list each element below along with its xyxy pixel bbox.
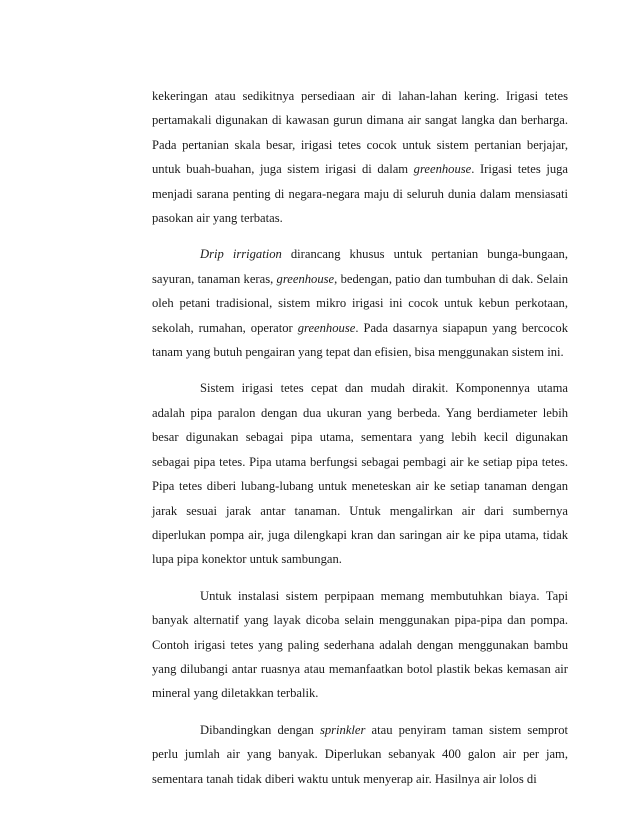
text-segment: . Pada dasarnya siapapun yang bercocok tanam yang butuh pengairan yang tepat dan efisien, bisa menggunakan sistem ini.	[152, 320, 568, 360]
paragraph-4	[152, 584, 568, 706]
paragraph-1	[152, 84, 568, 230]
text-segment: Sistem irigasi tetes cepat dan mudah dirakit. Komponennya utama adalah pipa paralon dengan dua ukuran yang berbeda. Yang berdiameter lebih besar digunakan sebagai pipa utama, sementara yang lebih kecil digunakan sebagai pipa tetes. Pipa utama berfungsi sebagai pembagi air ke setiap pipa tetes. Pipa tetes diberi lubang-lubang untuk meneteskan air ke setiap tanaman dengan jarak sesuai jarak antar tanaman. Untuk mengalirkan air dari sumbernya diperlukan pompa air, juga dilengkapi kran dan saringan air ke pipa utama, tidak lupa pipa konektor untuk sambungan.	[152, 381, 568, 567]
text-segment: , bedengan, patio dan tumbuhan di dak. Selain oleh petani tradisional, sistem mikro irigasi ini cocok untuk kebun perkotaan, sekolah, rumahan, operator	[152, 271, 568, 335]
document-page	[152, 84, 568, 803]
paragraph-3	[152, 376, 568, 571]
italic-term: greenhouse	[413, 162, 472, 177]
paragraph-2	[152, 242, 568, 364]
italic-term: greenhouse	[276, 271, 335, 286]
italic-term: sprinkler	[319, 722, 366, 737]
italic-term: Drip irrigation	[200, 247, 282, 262]
text-segment: . Irigasi tetes juga menjadi sarana penting di negara-negara maju di seluruh dunia dalam mensiasati pasokan air yang terbatas.	[152, 162, 569, 226]
text-segment: atau penyiram taman sistem semprot perlu jumlah air yang banyak. Diperlukan sebanyak 400 galon air per jam, sementara tanah tidak diberi waktu untuk menyerap air. Hasilnya air lolos di	[152, 722, 569, 786]
italic-term: greenhouse	[297, 320, 356, 335]
text-segment: Untuk instalasi sistem perpipaan memang membutuhkan biaya. Tapi banyak alternatif yang layak dicoba selain menggunakan pipa-pipa dan pompa. Contoh irigasi tetes yang paling sederhana adalah dengan menggunakan bambu yang dilubangi antar ruasnya atau memanfaatkan botol plastik bekas kemasan air mineral yang diletakkan terbalik.	[152, 588, 568, 701]
text-segment: kekeringan atau sedikitnya persediaan air di lahan-lahan kering. Irigasi tetes pertamakali digunakan di kawasan gurun dimana air sangat langka dan berharga. Pada pertanian skala besar, irigasi tetes cocok untuk sistem pertanian berjajar, untuk buah-buahan, juga sistem irigasi di dalam	[152, 89, 568, 177]
text-segment: dirancang khusus untuk pertanian bunga-bungaan, sayuran, tanaman keras,	[152, 247, 568, 286]
paragraph-5	[152, 718, 568, 791]
text-segment: Dibandingkan dengan	[200, 722, 320, 737]
